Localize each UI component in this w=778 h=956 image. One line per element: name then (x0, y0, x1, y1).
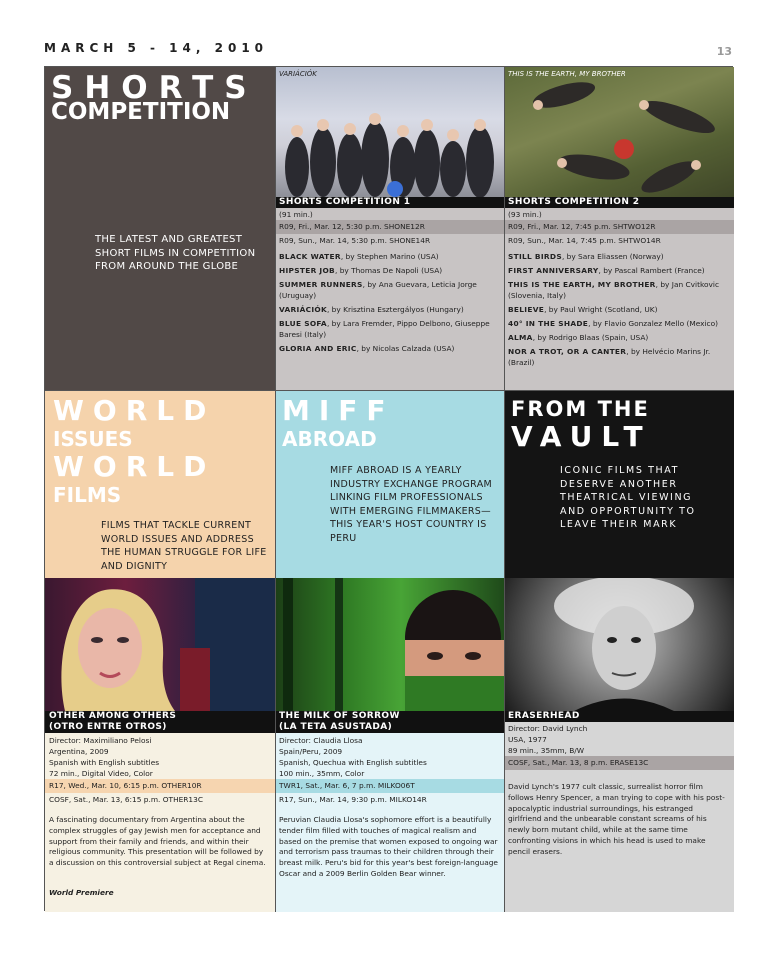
eraser-director: Director: David Lynch (508, 724, 588, 733)
earth-brother-photo (504, 67, 734, 197)
milk-director: Director: Claudia Llosa (279, 736, 363, 745)
sc1-screening-1: R09, Fri., Mar. 12, 5:30 p.m. SHONE12R (275, 220, 504, 234)
milk-detail-line: 100 min., 35mm, Color (279, 769, 365, 778)
program-grid (44, 66, 733, 911)
sc2-film-title: THIS IS THE EARTH, MY BROTHER (508, 280, 656, 289)
milk-header-2: (LA TETA ASUSTADA) (275, 722, 504, 733)
sc2-runtime: (93 min.) (508, 210, 542, 219)
sc1-film (279, 304, 500, 315)
sc2-film-credit: , by Rodrigo Blaas (Spain, USA) (532, 333, 649, 342)
shorts-tagline: THE LATEST AND GREATEST SHORT FILMS IN COMPETITION FROM AROUND THE GLOBE (95, 234, 256, 272)
miff-tagline: MIFF ABROAD IS A YEARLY INDUSTRY EXCHANGE PROGRAM LINKING FILM PROFESSIONALS WITH EMERGING FILMMAKERS—THIS YEAR'S HOST COUNTRY IS PERU (330, 465, 492, 544)
miff-line2: ABROAD (282, 427, 377, 451)
sc1-film-title: BLUE SOFA (279, 319, 327, 328)
sc2-film (508, 265, 730, 276)
sc2-film-title: FIRST ANNIVERSARY (508, 266, 599, 275)
vault-line2: VAULT (511, 420, 652, 453)
miff-abroad-panel (275, 390, 504, 578)
sc1-film (279, 343, 500, 354)
other-description: A fascinating documentary from Argentina about the complex struggles of gay Jewish men for acceptance and support from their family and friends, and within their religious community. This presentation will be followed by a discussion on this controversial subject at Regal cinema. (49, 815, 266, 868)
sc2-film-title: ALMA (508, 333, 533, 342)
sc1-film-credit: , by Krisztina Esztergályos (Hungary) (326, 305, 464, 314)
variaciok-photo-art (275, 67, 504, 197)
sc2-film-credit: , by Sara Eliassen (Norway) (561, 252, 664, 261)
milk-screening-1: TWR1, Sat., Mar. 6, 7 p.m. MILKO06T (275, 779, 504, 793)
world-line3: WORLD (53, 450, 216, 483)
milk-detail-line: Spanish, Quechua with English subtitles (279, 758, 427, 767)
eraser-screening-1: COSF, Sat., Mar. 13, 8 p.m. ERASE13C (504, 756, 734, 770)
eraserhead-photo-art (504, 578, 734, 711)
world-line2: ISSUES (53, 427, 133, 451)
shorts-competition-1-panel (275, 67, 504, 390)
grid-divider (275, 67, 276, 912)
other-premiere: World Premiere (49, 888, 114, 897)
sc2-film-credit: , by Flavio Gonzalez Mello (Mexico) (588, 319, 719, 328)
other-among-others-photo (45, 578, 275, 711)
other-director: Director: Maximiliano Pelosi (49, 736, 152, 745)
shorts-title-line1: SHORTS (51, 70, 258, 106)
from-the-vault-panel (504, 390, 734, 578)
sc1-film-credit: , by Stephen Marino (USA) (340, 252, 439, 261)
sc2-film (508, 251, 730, 262)
eraserhead-panel (504, 578, 734, 912)
miff-line1: MIFF (282, 394, 395, 427)
sc1-film-title: HIPSTER JOB (279, 266, 335, 275)
eraser-description: David Lynch's 1977 cult classic, surrealist horror film follows Henry Spencer, a man trying to cope with his post-apocalyptic industrial surroundings, his estranged girlfriend and the unbearable constant screams of his newly born mutant child, while at the same time confronting visions in which his head is used to make pencil erasers. (508, 782, 725, 856)
sc2-film-credit: , by Jan Cvitkovic (Slovenia, Italy) (508, 280, 720, 300)
sc1-film (279, 279, 500, 301)
milk-detail-line: Spain/Peru, 2009 (279, 747, 343, 756)
sc2-film-title: STILL BIRDS (508, 252, 562, 261)
milk-of-sorrow-photo (275, 578, 504, 711)
grid-divider (45, 390, 734, 391)
other-among-others-panel (45, 578, 275, 912)
sc1-listing (279, 209, 500, 357)
sc1-film-credit: , by Thomas De Napoli (USA) (335, 266, 443, 275)
earth-brother-photo-art (504, 67, 734, 197)
sc1-film-title: GLORIA AND ERIC (279, 344, 357, 353)
sc2-film-title: 40° IN THE SHADE (508, 319, 589, 328)
shorts-competition-2-panel (504, 67, 734, 390)
milk-header-1: THE MILK OF SORROW (275, 711, 504, 722)
sc2-film-credit: , by Paul Wright (Scotland, UK) (544, 305, 658, 314)
sc2-film (508, 332, 730, 343)
sc1-film-credit: , by Ana Guevara, Leticia Jorge (Uruguay) (279, 280, 477, 300)
world-line4: FILMS (53, 483, 122, 507)
sc1-film (279, 318, 500, 340)
sc1-runtime: (91 min.) (279, 210, 313, 219)
shorts-competition-panel (45, 67, 275, 390)
sc2-film (508, 304, 730, 315)
eraser-detail-line: USA, 1977 (508, 735, 547, 744)
milk-screening-2: R17, Sun., Mar. 14, 9:30 p.m. MILKO14R (279, 795, 427, 804)
eraser-details (508, 723, 730, 770)
sc2-film (508, 318, 730, 329)
sc2-film-title: NOR A TROT, OR A CANTER (508, 347, 627, 356)
earth-brother-caption: THIS IS THE EARTH, MY BROTHER (508, 70, 626, 78)
page-number: 13 (716, 45, 732, 58)
eraser-header: ERASERHEAD (504, 711, 734, 722)
sc2-screening-1: R09, Fri., Mar. 12, 7:45 p.m. SHTWO12R (504, 220, 734, 234)
other-detail-line: 72 min., Digital Video, Color (49, 769, 153, 778)
milk-details (279, 735, 500, 807)
variaciok-caption: VARIÁCIÓK (279, 70, 317, 78)
eraserhead-photo (504, 578, 734, 711)
other-among-others-photo-art (45, 578, 275, 711)
vault-tagline: ICONIC FILMS THAT DESERVE ANOTHER THEATRICAL VIEWING AND OPPORTUNITY TO LEAVE THEIR MARK (560, 465, 696, 530)
sc1-film-credit: , by Lara Fremder, Pippo Delbono, Giuseppe Baresi (Italy) (279, 319, 490, 339)
shorts-title-line2: COMPETITION (51, 99, 231, 125)
sc1-film-credit: , by Nicolas Calzada (USA) (356, 344, 455, 353)
milk-of-sorrow-panel (275, 578, 504, 912)
sc1-film (279, 265, 500, 276)
world-line1: WORLD (53, 394, 216, 427)
eraser-detail-line: 89 min., 35mm, B/W (508, 746, 585, 755)
vault-line1: FROM THE (511, 397, 650, 421)
sc2-film-title: BELIEVE (508, 305, 545, 314)
variaciok-photo (275, 67, 504, 197)
world-issues-panel (45, 390, 275, 578)
other-details (49, 735, 271, 807)
sc2-screening-2: R09, Sun., Mar. 14, 7:45 p.m. SHTWO14R (508, 236, 661, 245)
other-detail-line: Argentina, 2009 (49, 747, 109, 756)
sc1-film-title: VARIÁCIÓK (279, 305, 327, 314)
grid-divider (504, 67, 505, 912)
sc2-film (508, 279, 730, 301)
other-detail-line: Spanish with English subtitles (49, 758, 160, 767)
issue-date: MARCH 5 - 14, 2010 (44, 41, 269, 55)
world-tagline: FILMS THAT TACKLE CURRENT WORLD ISSUES AND ADDRESS THE HUMAN STRUGGLE FOR LIFE AND DIGNITY (101, 520, 267, 572)
sc2-header: SHORTS COMPETITION 2 (504, 197, 734, 208)
sc1-film-title: BLACK WATER (279, 252, 341, 261)
other-screening-2: COSF, Sat., Mar. 13, 6:15 p.m. OTHER13C (49, 795, 203, 804)
sc2-film (508, 346, 730, 368)
other-header-1: OTHER AMONG OTHERS (45, 711, 275, 722)
sc1-film (279, 251, 500, 262)
milk-of-sorrow-photo-art (275, 578, 504, 711)
other-screening-1: R17, Wed., Mar. 10, 6:15 p.m. OTHER10R (45, 779, 275, 793)
sc1-header: SHORTS COMPETITION 1 (275, 197, 504, 208)
milk-description: Peruvian Claudia Llosa's sophomore effort is a beautifully tender film filled with touches of magical realism and based on the premise that women exposed to ongoing war and terrorism pass traumas to their children through their breast milk. Peru's bid for this year's best foreign-language Oscar and a 2009 Berlin Golden Bear winner. (279, 815, 498, 878)
other-header-2: (OTRO ENTRE OTROS) (45, 722, 275, 733)
sc2-film-credit: , by Helvécio Marins Jr. (Brazil) (508, 347, 711, 367)
sc1-screening-2: R09, Sun., Mar. 14, 5:30 p.m. SHONE14R (279, 236, 431, 245)
sc2-film-credit: , by Pascal Rambert (France) (598, 266, 705, 275)
sc1-film-title: SUMMER RUNNERS (279, 280, 363, 289)
sc2-listing (508, 209, 730, 371)
